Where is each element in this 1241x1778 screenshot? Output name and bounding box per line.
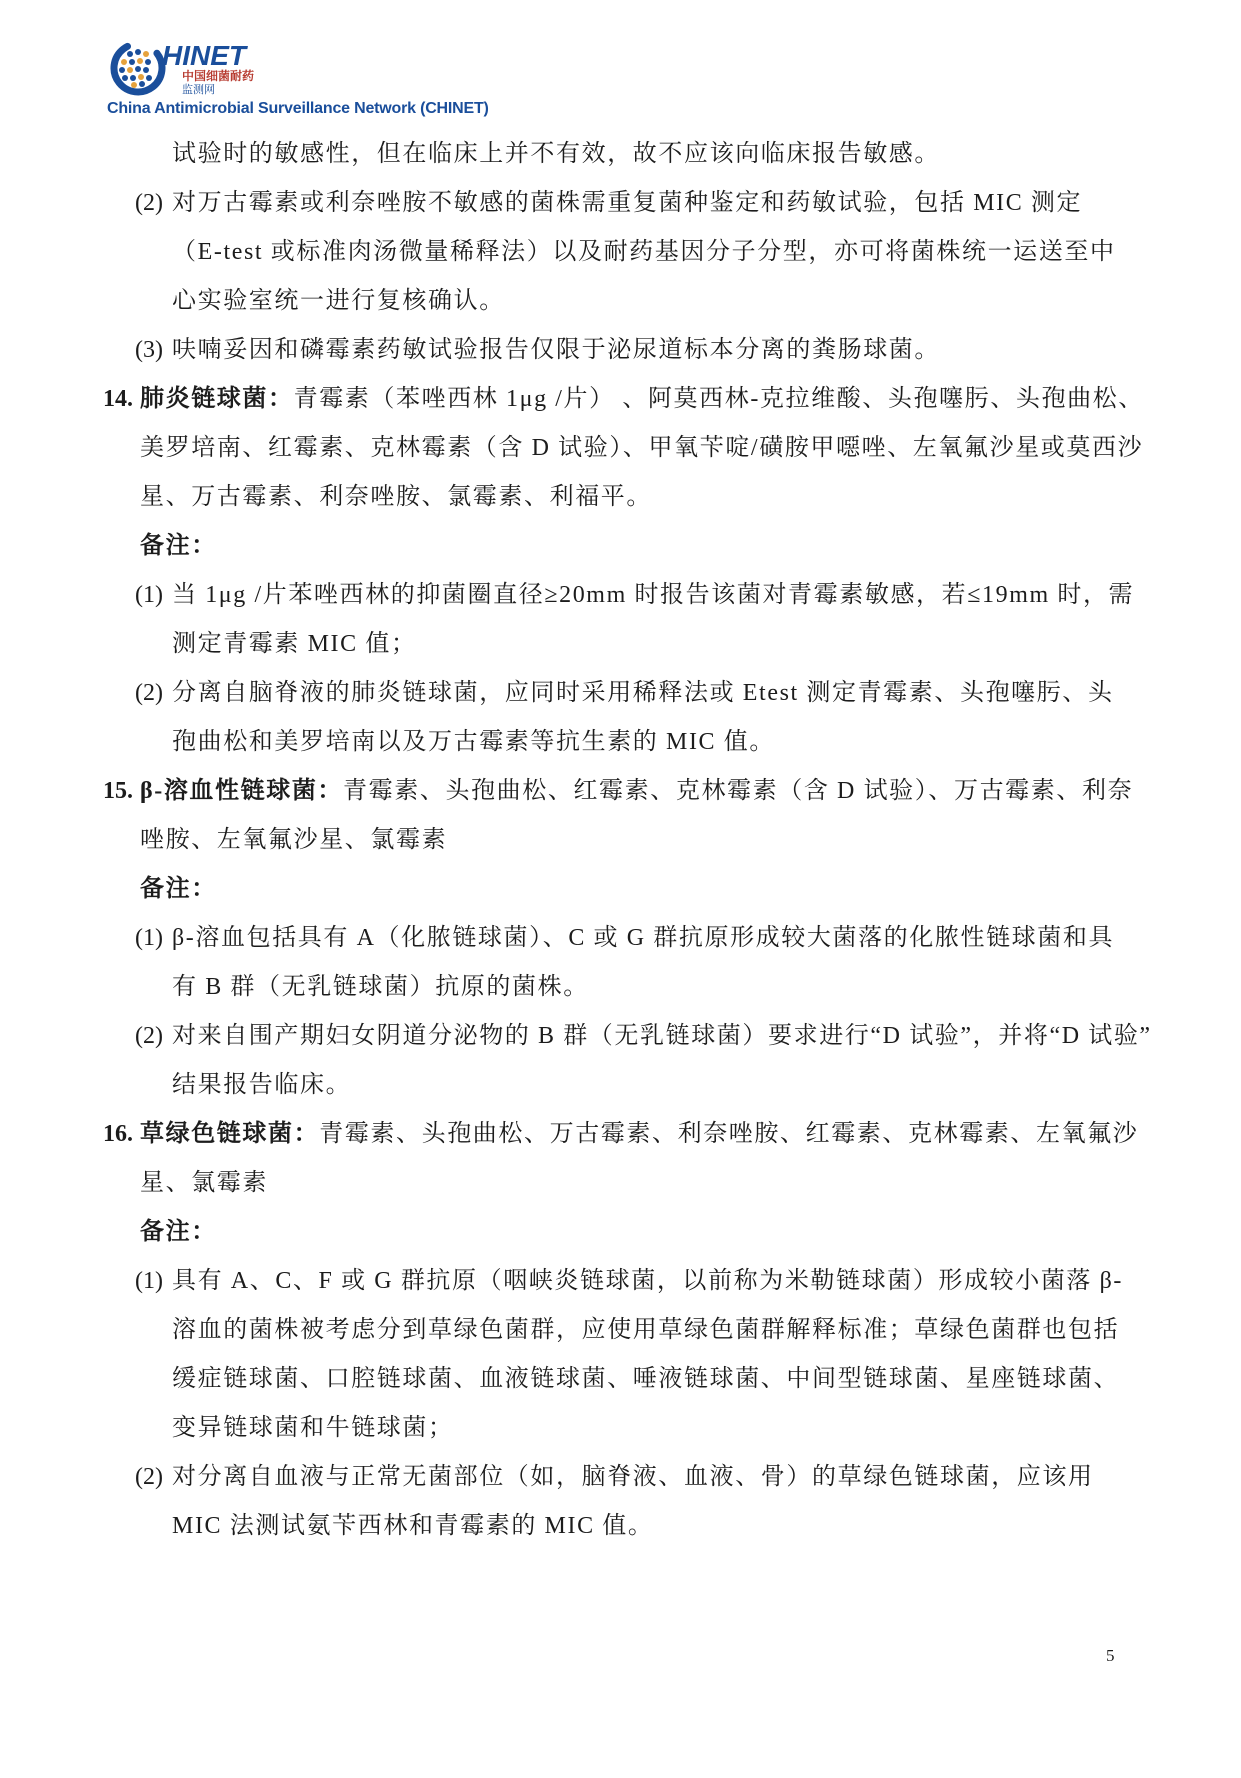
document-body [103,130,1152,1551]
doc-line-text: β-溶血包括具有 A（化脓链球菌）、C 或 G 群抗原形成较大菌落的化脓性链球菌和具 [172,925,1115,951]
doc-line [103,1061,1148,1110]
doc-line-text: MIC 法测试氨苄西林和青霉素的 MIC 值。 [172,1513,654,1539]
item-number: (2) [135,190,163,216]
item-number: (3) [135,337,163,363]
doc-line [103,228,1148,277]
page-number: 5 [1106,1646,1115,1665]
doc-line-text: 具有 A、C、F 或 G 群抗原（咽峡炎链球菌，以前称为米勒链球菌）形成较小菌落 β- [172,1268,1124,1294]
doc-line [103,1453,1148,1502]
doc-line [103,522,1148,571]
doc-line [103,865,1148,914]
section-heading: β-溶血性链球菌： [140,778,344,804]
doc-line [103,914,1148,963]
doc-line-text: 有 B 群（无乳链球菌）抗原的菌株。 [172,974,589,1000]
logo-chinese-line1: 中国细菌耐药 [182,69,255,83]
doc-line-text: 对万古霉素或利奈唑胺不敏感的菌株需重复菌种鉴定和药敏试验，包括 MIC 测定 [172,190,1083,216]
doc-line [103,669,1148,718]
doc-line-text: 对分离自血液与正常无菌部位（如，脑脊液、血液、骨）的草绿色链球菌，应该用 [172,1464,1094,1490]
doc-line-text: 变异链球菌和牛链球菌； [172,1415,454,1441]
doc-line [103,1110,1148,1159]
chinet-logo [108,32,368,98]
doc-line-text: 青霉素、头孢曲松、万古霉素、利奈唑胺、红霉素、克林霉素、左氧氟沙 [319,1121,1139,1147]
doc-line-text: 孢曲松和美罗培南以及万古霉素等抗生素的 MIC 值。 [172,729,775,755]
section-number: 16. [103,1121,133,1147]
section-number: 15. [103,778,133,804]
item-number: (2) [135,1464,163,1490]
doc-line-text: 结果报告临床。 [172,1072,352,1098]
doc-line-text: 美罗培南、红霉素、克林霉素（含 D 试验）、甲氧苄啶/磺胺甲噁唑、左氧氟沙星或莫西沙 [140,435,1144,461]
doc-line-text: 试验时的敏感性，但在临床上并不有效，故不应该向临床报告敏感。 [172,141,940,167]
doc-line [103,1208,1148,1257]
doc-line-text: 唑胺、左氧氟沙星、氯霉素 [140,827,448,853]
doc-line [103,179,1148,228]
doc-line [103,1257,1148,1306]
doc-line-text: 呋喃妥因和磷霉素药敏试验报告仅限于泌尿道标本分离的粪肠球菌。 [172,337,940,363]
section-number: 14. [103,386,133,412]
doc-line [103,277,1148,326]
doc-line [103,1502,1148,1551]
section-heading: 肺炎链球菌： [140,386,294,412]
doc-line-text: 溶血的菌株被考虑分到草绿色菌群，应使用草绿色菌群解释标准；草绿色菌群也包括 [172,1317,1120,1343]
doc-line [103,1404,1148,1453]
item-number: (1) [135,925,163,951]
item-number: (1) [135,582,163,608]
doc-line-text: 对来自围产期妇女阴道分泌物的 B 群（无乳链球菌）要求进行“D 试验”，并将“D 试验” [172,1023,1152,1049]
doc-line [103,620,1148,669]
logo-chinese-line2: 监测网 [182,84,215,96]
doc-line [103,1012,1152,1061]
chinet-logo-icon [108,32,368,98]
note-label: 备注： [140,876,217,902]
page-header [0,0,1241,125]
doc-line [103,816,1148,865]
doc-line [103,375,1148,424]
doc-line-text: 缓症链球菌、口腔链球菌、血液链球菌、唾液链球菌、中间型链球菌、星座链球菌、 [172,1366,1120,1392]
doc-line [103,963,1148,1012]
item-number: (2) [135,1023,163,1049]
doc-line-text: 青霉素、头孢曲松、红霉素、克林霉素（含 D 试验）、万古霉素、利奈 [343,778,1134,804]
doc-line-text: 心实验室统一进行复核确认。 [172,288,505,314]
logo-brand-text: HINET [162,40,246,71]
doc-line [103,130,1148,179]
logo-dot-cluster [119,49,152,88]
doc-line-text: （E-test 或标准肉汤微量稀释法）以及耐药基因分子分型，亦可将菌株统一运送至中 [172,239,1116,265]
doc-line [103,571,1148,620]
doc-line [103,1355,1148,1404]
org-subtitle: China Antimicrobial Surveillance Network (CHINET) [107,100,489,117]
item-number: (1) [135,1268,163,1294]
doc-line-text: 青霉素（苯唑西林 1μg /片） 、阿莫西林-克拉维酸、头孢噻肟、头孢曲松、 [293,386,1144,412]
doc-line [103,326,1148,375]
doc-line-text: 当 1μg /片苯唑西林的抑菌圈直径≥20mm 时报告该菌对青霉素敏感，若≤19mm 时，需 [172,582,1135,608]
doc-line [103,1306,1148,1355]
doc-line-text: 分离自脑脊液的肺炎链球菌，应同时采用稀释法或 Etest 测定青霉素、头孢噻肟、头 [172,680,1114,706]
note-label: 备注： [140,1219,217,1245]
doc-line [103,424,1148,473]
doc-line [103,1159,1148,1208]
doc-line-text: 测定青霉素 MIC 值； [172,631,417,657]
doc-line [103,473,1148,522]
note-label: 备注： [140,533,217,559]
doc-line-text: 星、万古霉素、利奈唑胺、氯霉素、利福平。 [140,484,652,510]
section-heading: 草绿色链球菌： [140,1121,320,1147]
doc-line [103,718,1148,767]
doc-line-text: 星、氯霉素 [140,1170,268,1196]
doc-line [103,767,1148,816]
item-number: (2) [135,680,163,706]
